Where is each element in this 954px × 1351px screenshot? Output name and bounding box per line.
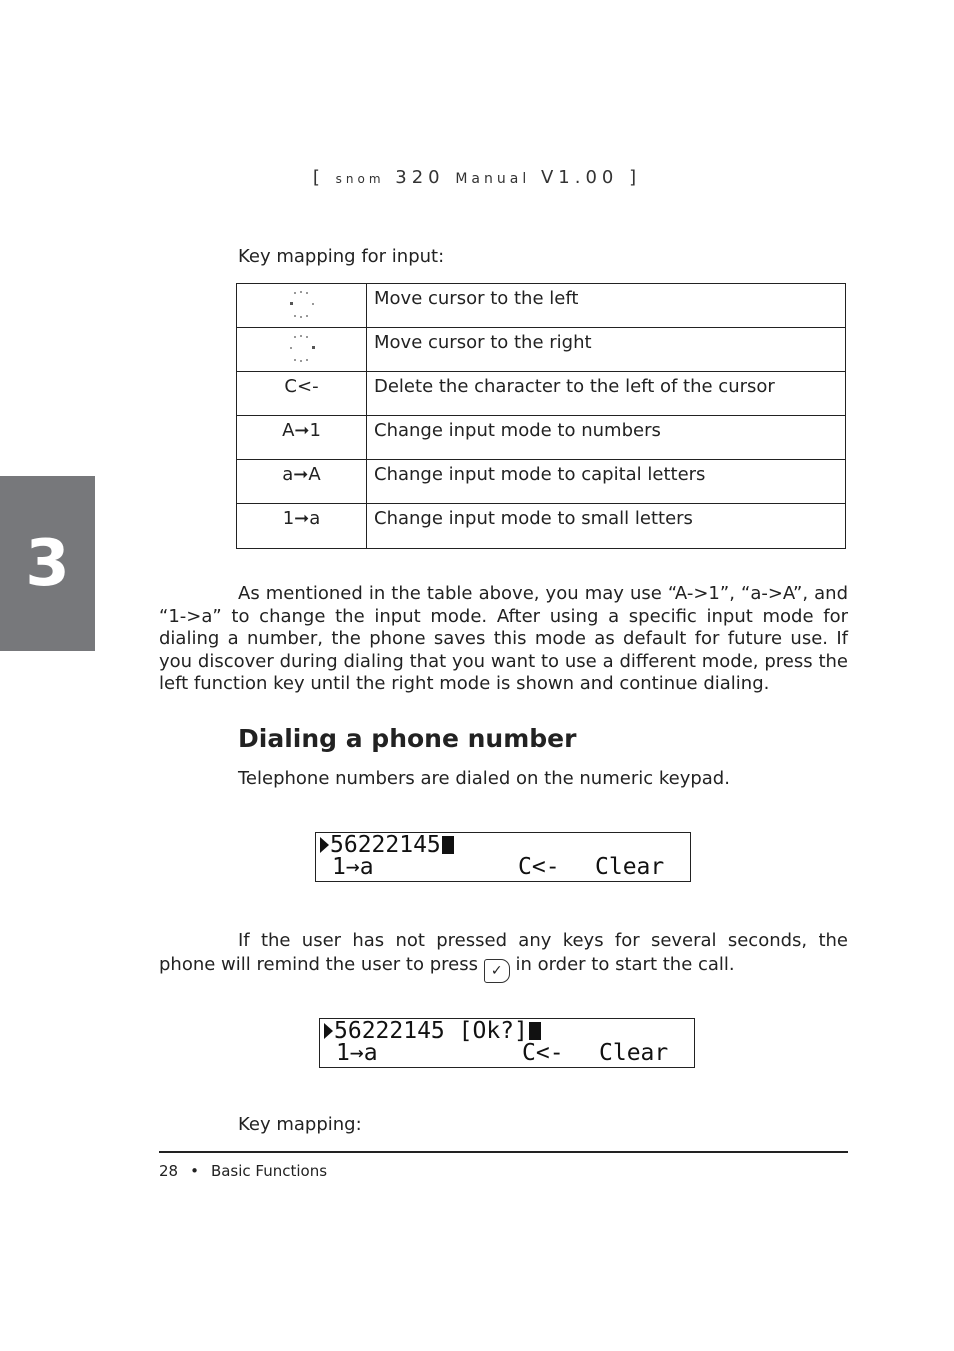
lcd-display — [315, 832, 691, 882]
lcd-number: 56222145 [Ok?] — [334, 1018, 528, 1044]
header-product: snom — [335, 172, 385, 186]
header-bracket-open: [ — [312, 167, 325, 188]
header-version: V1.00 — [540, 167, 619, 188]
lcd-line-1 — [320, 834, 454, 856]
key-cell: 1➞a — [237, 504, 367, 549]
remind-text-after: in order to start the call. — [515, 954, 735, 975]
page-number: 28 — [159, 1162, 179, 1180]
table-row — [237, 372, 846, 416]
lcd-softkey-delete: C<- — [518, 854, 560, 880]
table-row — [237, 504, 846, 549]
ok-key-icon: ✓ — [484, 959, 510, 983]
remind-text-before: If the user has not pressed any keys for several seconds, the phone will remind the user to press — [159, 930, 848, 975]
key-cell: C<- — [237, 372, 367, 416]
section-text: Telephone numbers are dialed on the numeric keypad. — [238, 768, 730, 789]
footer-section: Basic Functions — [210, 1162, 328, 1180]
header-bracket-close: ] — [629, 167, 642, 188]
chapter-number: 3 — [25, 526, 70, 601]
footer-bullet: • — [190, 1162, 199, 1180]
desc-cell: Change input mode to numbers — [367, 416, 846, 460]
intro-label: Key mapping for input: — [238, 246, 445, 267]
table-row — [237, 328, 846, 372]
key-cell: a➞A — [237, 460, 367, 504]
header-model: 320 — [395, 167, 445, 188]
lcd-softkey-mode: 1→a — [336, 1040, 378, 1066]
body-paragraph-text: As mentioned in the table above, you may use “A->1”, “a->A”, and “1->a” to change the input mode. After using a specific input mode for dialing a number, the phone saves this mode as default for future use. If you discover during dialing that you want to use a different mode, press the left function key until the right mode is shown and continue dialing. — [159, 583, 848, 694]
lcd-softkey-clear: Clear — [595, 854, 665, 880]
running-header — [0, 167, 954, 188]
lcd-display-reminder — [319, 1018, 695, 1068]
footer-rule — [159, 1151, 848, 1153]
key-mapping-table — [236, 283, 846, 549]
lcd-softkey-delete: C<- — [522, 1040, 564, 1066]
desc-cell: Change input mode to capital letters — [367, 460, 846, 504]
desc-cell: Delete the character to the left of the cursor — [367, 372, 846, 416]
key-cell — [237, 284, 367, 328]
joystick-left-icon — [288, 290, 316, 320]
section-heading: Dialing a phone number — [238, 724, 577, 753]
lcd-softkey-mode: 1→a — [332, 854, 374, 880]
lcd-number: 56222145 — [330, 832, 441, 858]
table-row — [237, 416, 846, 460]
cursor-triangle-icon — [320, 837, 329, 853]
page-footer — [159, 1162, 327, 1180]
lcd-line-1 — [324, 1020, 541, 1042]
table-row — [237, 460, 846, 504]
body-paragraph — [159, 583, 848, 696]
desc-cell: Move cursor to the right — [367, 328, 846, 372]
key-mapping-label: Key mapping: — [238, 1114, 362, 1135]
desc-cell: Move cursor to the left — [367, 284, 846, 328]
key-cell — [237, 328, 367, 372]
block-cursor-icon — [529, 1022, 541, 1040]
cursor-triangle-icon — [324, 1023, 333, 1039]
desc-cell: Change input mode to small letters — [367, 504, 846, 549]
key-cell: A➞1 — [237, 416, 367, 460]
block-cursor-icon — [442, 836, 454, 854]
table-row — [237, 284, 846, 328]
remind-paragraph — [159, 929, 848, 983]
lcd-softkey-clear: Clear — [599, 1040, 669, 1066]
header-manual-word: Manual — [455, 171, 531, 187]
joystick-right-icon — [288, 334, 316, 364]
